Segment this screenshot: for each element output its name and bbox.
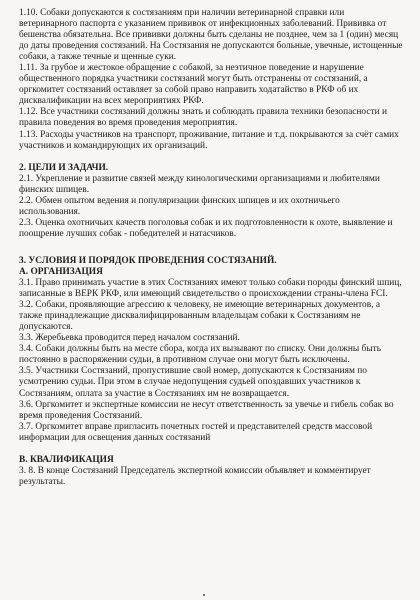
- subheading-organization: А. ОРГАНИЗАЦИЯ: [19, 266, 103, 277]
- paragraph-1-10: 1.10. Собаки допускаются к состязаниям при наличии ветеринарной справки или ветеринарного паспорта с указанием прививок от инфекционных заболеваний. Прививка от бешенства обязательна. Все прививки должны быть сделаны не позднее, чем за 1 (один) месяц до даты проведения состязаний. На Состязания не допускаются больные, увечные, истощенные собаки, а также течные и щенные суки.: [19, 8, 403, 63]
- paragraph-3-3: 3.3. Жеребьевка проводится перед началом состязаний.: [19, 333, 240, 344]
- document-body: [19, 8, 403, 488]
- paragraph-1-11: 1.11. За грубое и жестокое обращение с собакой, за неэтичное поведение и нарушение общественного порядка участники состязаний могут быть отстранены от состязаний, а оргкомитет состязаний оставляет за собой право направить ходатайство в РКФ об их дисквалификации на всех мероприятиях РКФ.: [19, 63, 368, 107]
- paragraph-3-4: 3.4. Собаки должны быть на месте сбора, когда их вызывают по списку. Они должны быть постоянно в распоряжении судьи, в противном случае они могут быть исключены.: [19, 344, 381, 366]
- paragraph-2-1: 2.1. Укрепление и развитие связей между кинологическими организациями и любителями финских шпицев.: [19, 173, 380, 195]
- paragraph-1-12: 1.12. Все участники состязаний должны знать и соблюдать правила техники безопасности и правила поведения во время проведения мероприятия.: [19, 107, 387, 129]
- paragraph-2-3: 2.3. Оценка охотничьих качеств поголовья собак и их подготовленности к охоте, выявление и поощрение лучших собак - победителей и натасчиков.: [19, 217, 393, 239]
- paragraph-3-5: 3.5. Участники Состязаний, пропустившие свой номер, допускаются к Состязаниям по усмотрению судьи. При этом в случае недопущения судьей опоздавших участников к Состязаниям, оплата за участие в Состязаниях им не возвращается.: [19, 366, 367, 399]
- section-2-heading: 2. ЦЕЛИ И ЗАДАЧИ.: [19, 162, 109, 173]
- paragraph-3-8: 3. 8. В конце Состязаний Председатель экспертной комиссии объявляет и комментирует результаты.: [19, 465, 371, 487]
- scan-speck: [203, 594, 205, 596]
- paragraph-3-7: 3.7. Оргкомитет вправе пригласить почетных гостей и представителей средств массовой информации для освещения данных состязаний: [19, 421, 373, 443]
- paragraph-1-13: 1.13. Расходы участников на транспорт, проживание, питание и т.д. покрываются за счёт самих участников и командирующих их организаций.: [19, 129, 399, 151]
- paragraph-3-1: 3.1. Право принимать участие в этих Состязаниях имеют только собаки породы финский шпиц, записанные в ВЕРК РКФ, или имеющий свидетельство о происхождении страны-члена FCI.: [19, 278, 402, 300]
- paragraph-3-6: 3.6. Оргкомитет и экспертные комиссии не несут ответственность за увечье и гибель собак во время проведения Состязаний.: [19, 399, 394, 421]
- paragraph-3-2: 3.2. Собаки, проявляющие агрессию к человеку, не имеющие ветеринарных документов, а также принадлежащие дисквалифицированным владельцам собаки к Состязаниям не допускаются.: [19, 300, 380, 333]
- section-3-heading: 3. УСЛОВИЯ И ПОРЯДОК ПРОВЕДЕНИЯ СОСТЯЗАНИЙ.: [19, 255, 277, 266]
- paragraph-2-2: 2.2. Обмен опытом ведения и популяризации финских шпицев и их охотничьего использования.: [19, 195, 340, 217]
- subheading-qualification: В. КВАЛИФИКАЦИЯ: [19, 454, 114, 465]
